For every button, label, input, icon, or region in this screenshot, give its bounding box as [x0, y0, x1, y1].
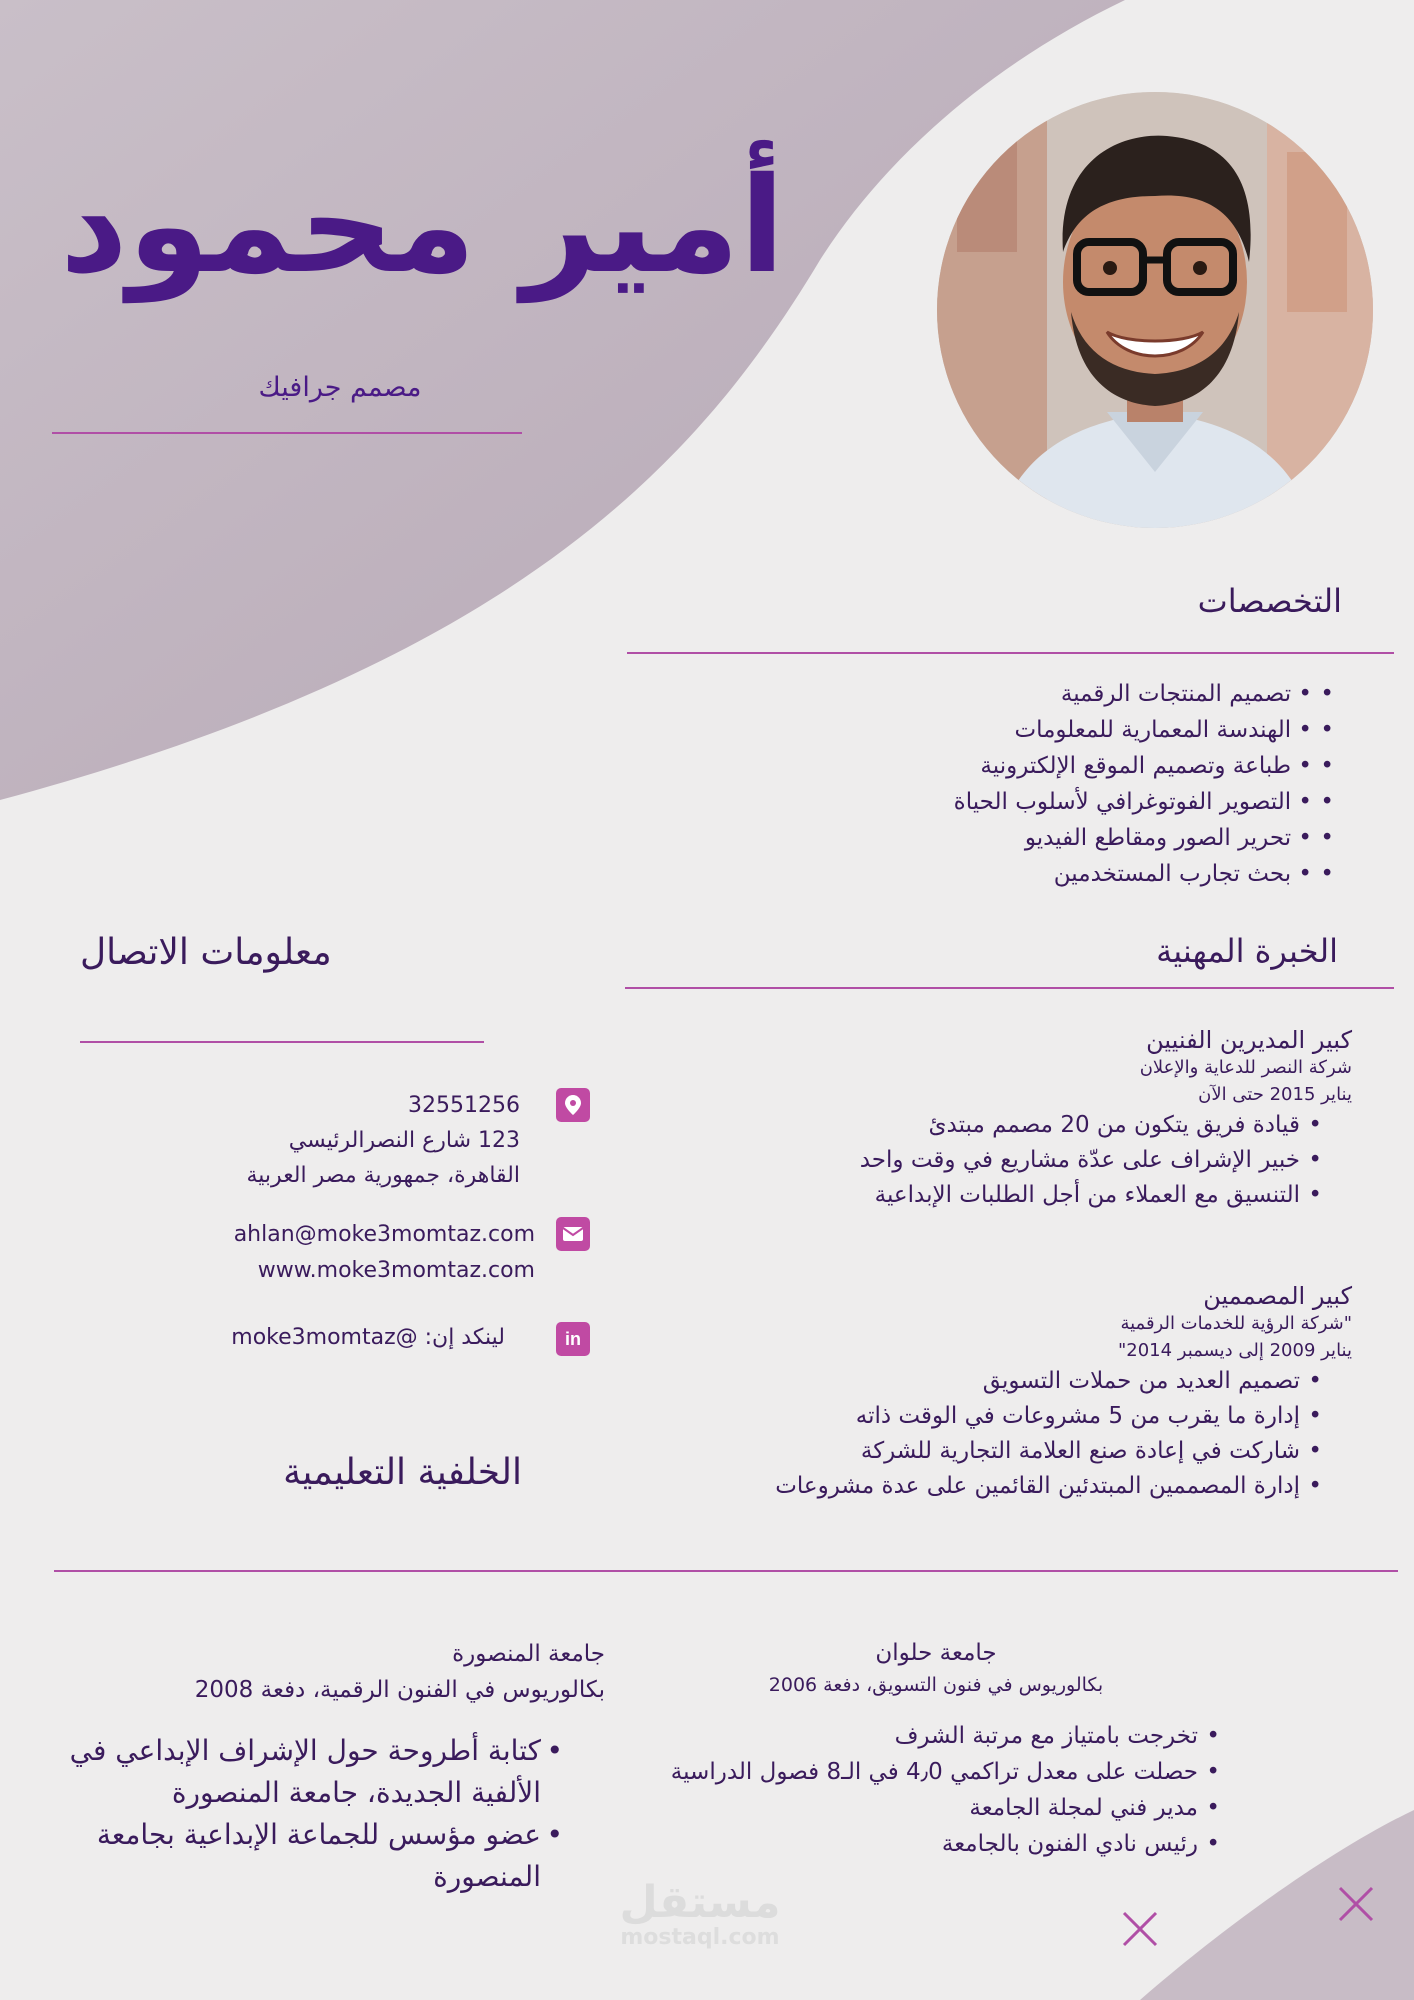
specialty-text: • تصميم المنتجات الرقمية	[1061, 681, 1312, 707]
watermark	[610, 1877, 790, 1950]
edu-note: • رئيس نادي الفنون بالجامعة	[656, 1826, 1224, 1862]
watermark-latin: mostaql.com	[620, 1925, 780, 1950]
person-name: أمير محمود	[60, 149, 785, 303]
job-title: مصمم جرافيك	[258, 372, 422, 403]
duty-item: • إدارة المصممين المبتدئين القائمين على عدة مشروعات	[632, 1469, 1326, 1504]
edu-notes	[60, 1730, 567, 1898]
cross-mark-left	[1124, 1913, 1156, 1945]
contact-email[interactable]: ahlan@moke3momtaz.com	[233, 1222, 535, 1247]
job-duties	[632, 1108, 1326, 1213]
job-role: كبير المصممين	[1203, 1282, 1352, 1310]
specialty-item	[658, 784, 1338, 820]
edu-degree: بكالوريوس في فنون التسويق، دفعة 2006	[768, 1674, 1104, 1696]
duty-item: • تصميم العديد من حملات التسويق	[632, 1364, 1326, 1399]
specialty-text: • بحث تجارب المستخدمين	[1054, 861, 1312, 887]
education-divider	[54, 1570, 1398, 1572]
edu-note: • تخرجت بامتياز مع مرتبة الشرف	[656, 1718, 1224, 1754]
specialty-text: • التصوير الفوتوغرافي لأسلوب الحياة	[954, 789, 1312, 815]
job-period: يناير 2015 حتى الآن	[1198, 1084, 1352, 1105]
specialty-item	[658, 748, 1338, 784]
specialty-item	[658, 676, 1338, 712]
specialty-text: • طباعة وتصميم الموقع الإلكترونية	[980, 753, 1312, 779]
contact-phone: 32551256	[408, 1093, 520, 1118]
specialty-item	[658, 820, 1338, 856]
specialty-item	[658, 856, 1338, 892]
contact-website[interactable]: www.moke3momtaz.com	[257, 1258, 535, 1283]
specialties-list	[658, 676, 1338, 892]
location-pin-icon	[556, 1088, 590, 1122]
job-duties	[632, 1364, 1326, 1504]
duty-item: • قيادة فريق يتكون من 20 مصمم مبتدئ	[632, 1108, 1326, 1143]
edu-notes	[656, 1718, 1224, 1862]
header-divider	[52, 432, 522, 434]
profile-photo	[937, 92, 1373, 528]
experience-job-2	[632, 1282, 1352, 1504]
education-entry-1	[656, 1636, 1216, 1862]
education-entry-2	[60, 1636, 605, 1898]
contact-address-line1: 123 شارع النصرالرئيسي	[288, 1128, 520, 1153]
education-title: الخلفية التعليمية	[283, 1452, 522, 1493]
contact-web-block	[160, 1217, 535, 1289]
specialty-text: • تحرير الصور ومقاطع الفيديو	[1025, 825, 1312, 851]
contact-address-line2: القاهرة، جمهورية مصر العربية	[246, 1163, 520, 1188]
edu-note: • كتابة أطروحة حول الإشراف الإبداعي في الألفية الجديدة، جامعة المنصورة	[60, 1730, 567, 1814]
experience-title: الخبرة المهنية	[1156, 932, 1338, 970]
edu-note: • حصلت على معدل تراكمي 4٫0 في الـ8 فصول الدراسية	[656, 1754, 1224, 1790]
contact-divider	[80, 1041, 484, 1043]
contact-linkedin[interactable]: لينكد إن: @moke3momtaz	[231, 1325, 505, 1350]
experience-job-1	[632, 1026, 1352, 1213]
specialty-text: • الهندسة المعمارية للمعلومات	[1014, 717, 1312, 743]
contact-title: معلومات الاتصال	[80, 932, 332, 973]
job-role: كبير المديرين الفنيين	[1146, 1026, 1352, 1054]
envelope-icon	[556, 1217, 590, 1251]
experience-divider	[625, 987, 1394, 989]
job-period: يناير 2009 إلى ديسمبر 2014"	[1117, 1340, 1352, 1361]
watermark-arabic: مستقل	[619, 1877, 781, 1928]
duty-item: • إدارة ما يقرب من 5 مشروعات في الوقت ذاته	[632, 1399, 1326, 1434]
duty-item: • التنسيق مع العملاء من أجل الطلبات الإبداعية	[632, 1178, 1326, 1213]
specialties-title: التخصصات	[1197, 582, 1342, 620]
contact-address-block	[160, 1088, 520, 1193]
job-company: "شركة الرؤية للخدمات الرقمية	[1120, 1313, 1352, 1334]
edu-note: • عضو مؤسس للجماعة الإبداعية بجامعة المنصورة	[60, 1814, 567, 1898]
edu-university: جامعة المنصورة	[452, 1641, 605, 1667]
edu-degree: بكالوريوس في الفنون الرقمية، دفعة 2008	[194, 1677, 605, 1703]
duty-item: • خبير الإشراف على عدّة مشاريع في وقت واحد	[632, 1143, 1326, 1178]
job-company: شركة النصر للدعاية والإعلان	[1139, 1057, 1352, 1078]
edu-university: جامعة حلوان	[875, 1640, 997, 1666]
duty-item: • شاركت في إعادة صنع العلامة التجارية للشركة	[632, 1434, 1326, 1469]
edu-note: • مدير فني لمجلة الجامعة	[656, 1790, 1224, 1826]
linkedin-icon: in	[556, 1322, 590, 1356]
specialty-item	[658, 712, 1338, 748]
specialties-divider	[627, 652, 1394, 654]
